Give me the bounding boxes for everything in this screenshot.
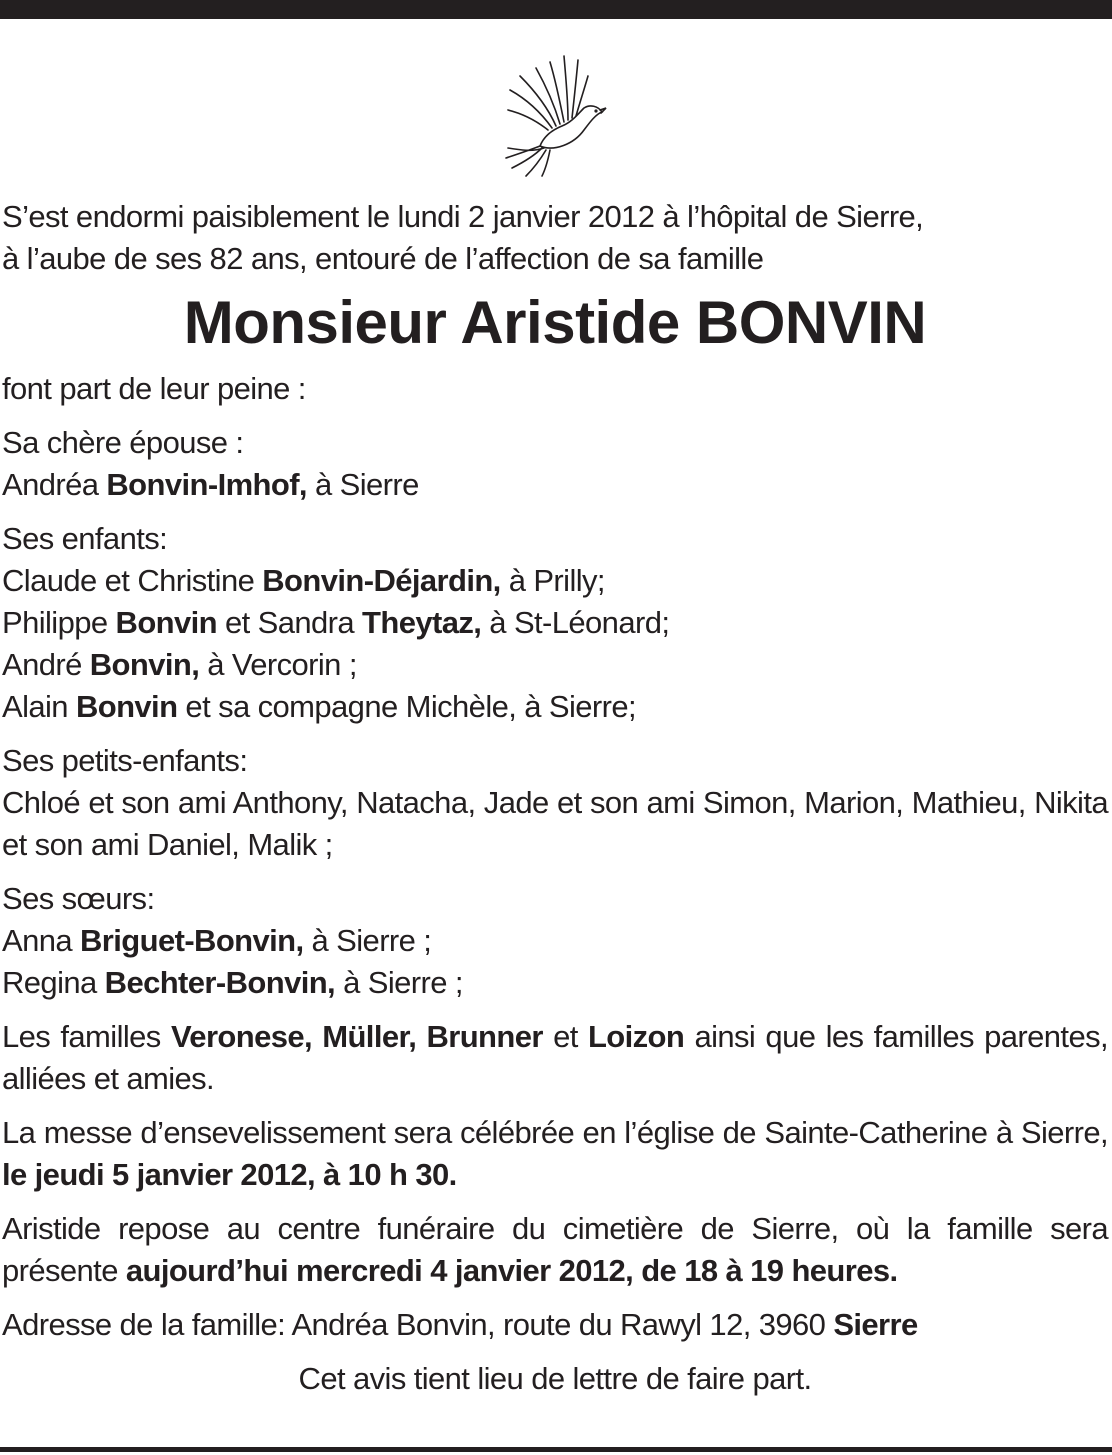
bottom-rule [0,1447,1112,1452]
funeral-date: le jeudi 5 janvier 2012, à 10 h 30. [2,1157,457,1192]
funeral-text: La messe d’ensevelissement sera célébrée en l’église de Sainte-Catherine à Sierre, [2,1115,1108,1150]
address-section [2,1304,1108,1346]
spouse-first-name: Andréa [2,467,99,502]
child-4-first-name: Alain [2,689,68,724]
families-last-name: Loizon [587,1019,685,1054]
sister-2-first-name: Regina [2,965,97,1000]
grandchildren-heading: Ses petits-enfants: [2,743,248,778]
spouse-surname: Bonvin-Imhof, [106,467,307,502]
grandchildren-section [2,740,1108,782]
sisters-section [2,878,1108,1004]
sister-2-surname: Bechter-Bonvin, [104,965,336,1000]
families-suffix: ainsi que les familles parentes, alliées et amies. [2,1019,1109,1096]
funeral-section [2,1112,1108,1196]
families-and: et [553,1019,578,1054]
child-3-first-name: André [2,647,82,682]
child-2-surname: Bonvin [115,605,217,640]
intro-line-2: à l’aube de ses 82 ans, entouré de l’affection de sa famille [2,241,764,276]
viewing-text: Aristide repose au centre funéraire du cimetière de Sierre, où la famille sera présente [2,1211,1108,1288]
child-4-surname: Bonvin [75,689,178,724]
families-names: Veronese, Müller, Brunner [170,1019,543,1054]
spouse-section [2,422,1108,506]
children-section [2,518,1108,728]
child-2-partner: et Sandra [225,605,355,640]
spouse-place: à Sierre [314,467,419,502]
child-4-rest: et sa compagne Michèle, à Sierre; [185,689,637,724]
footer-note: Cet avis tient lieu de lettre de faire part. [298,1361,812,1396]
sisters-heading: Ses sœurs: [2,881,155,916]
sister-1-first-name: Anna [2,923,72,958]
address-text: Adresse de la famille: Andréa Bonvin, route du Rawyl 12, 3960 [2,1307,826,1342]
announcement: font part de leur peine : [2,371,306,406]
child-1-surname: Bonvin-Déjardin, [262,563,501,598]
child-1-place: à Prilly; [508,563,605,598]
deceased-name: Monsieur Aristide BONVIN [183,289,927,356]
spouse-heading: Sa chère épouse : [2,425,244,460]
obituary-text [2,196,1108,1400]
sister-1-surname: Briguet-Bonvin, [80,923,304,958]
viewing-section [2,1208,1108,1292]
sister-2-place: à Sierre ; [343,965,463,1000]
child-1-names: Claude et Christine [2,563,255,598]
grandchildren-list: Chloé et son ami Anthony, Natacha, Jade et son ami Simon, Marion, Mathieu, Nikita et son ami Daniel, Malik ; [2,785,1108,862]
child-2-partner-surname: Theytaz, [362,605,482,640]
address-city: Sierre [833,1307,918,1342]
child-3-place: à Vercorin ; [207,647,357,682]
intro-line-1: S’est endormi paisiblement le lundi 2 janvier 2012 à l’hôpital de Sierre, [2,199,924,234]
dove-icon [496,34,612,180]
child-3-surname: Bonvin, [89,647,200,682]
child-2-place: à St-Léonard; [489,605,670,640]
sister-1-place: à Sierre ; [311,923,432,958]
top-rule [0,0,1112,19]
viewing-date: aujourd’hui mercredi 4 janvier 2012, de 18 à 19 heures. [125,1253,898,1288]
children-heading: Ses enfants: [2,521,168,556]
child-2-first-name: Philippe [2,605,108,640]
families-section [2,1016,1108,1100]
intro-paragraph [2,196,1108,280]
families-prefix: Les familles [2,1019,161,1054]
